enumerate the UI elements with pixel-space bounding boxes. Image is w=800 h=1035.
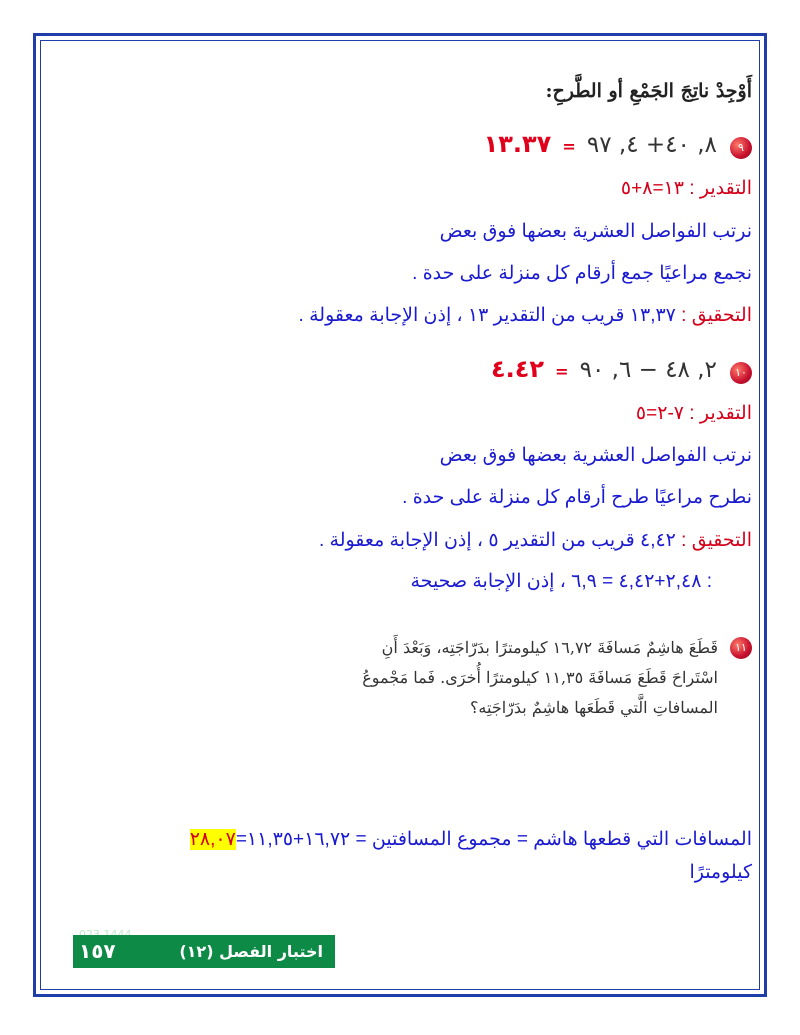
q1-estimate: [621, 177, 752, 200]
q1-check: [299, 304, 752, 327]
q2-estimate: [636, 402, 752, 425]
q2-step2: نطرح مراعيًا طرح أرقام كل منزلة على حدة .: [402, 487, 752, 508]
q1-expression: ٨, ٤٠+ ٤, ٩٧: [586, 132, 717, 158]
q2-number-badge: ١٠: [730, 362, 752, 384]
q1-check-text: ١٣,٣٧ قريب من التقدير ١٣ ، إذن الإجابة معقولة .: [298, 305, 676, 326]
q2-step1: نرتب الفواصل العشرية بعضها فوق بعض: [439, 445, 752, 466]
q1-estimate-label: التقدير :: [689, 178, 752, 199]
q2-verify: : ٢,٤٨+٤,٤٢ = ٦,٩ ، إذن الإجابة صحيحة: [410, 571, 712, 592]
q1-step1: نرتب الفواصل العشرية بعضها فوق بعض: [439, 221, 752, 242]
q1-estimate-value: ١٣=٨+٥: [620, 178, 684, 199]
footer-banner: [73, 935, 335, 968]
q2-equation: [491, 355, 752, 384]
q1-number-badge: ٩: [730, 137, 752, 159]
q3-answer-text: المسافات التي قطعها هاشم = مجموع المسافتين = ١٦,٧٢+١١,٣٥=: [235, 829, 752, 850]
page-number: ١٥٧: [79, 939, 116, 963]
q3-problem-block: [358, 633, 752, 723]
q3-problem-text: قَطَعَ هاشِمٌ مَسافَةَ ١٦,٧٢ كيلومترًا بدَرّاجَتِه، وَبَعْدَ أَنِ اسْتَراحَ قَطَعَ مَسافَةَ ١١,٣٥ كيلومترًا أُخرَى. فَما مَجْموعُ المسافاتِ الَّتي قَطَعَها هاشِمٌ بدَرّاجَتِه؟: [362, 638, 718, 717]
q1-equals-sign: =: [562, 137, 576, 156]
q2-check-text: ٤,٤٢ قريب من التقدير ٥ ، إذن الإجابة معقولة .: [318, 530, 676, 551]
q1-step2: نجمع مراعيًا جمع أرقام كل منزلة على حدة .: [412, 263, 752, 284]
q2-estimate-label: التقدير :: [689, 403, 752, 424]
q2-expression: ٢, ٤٨ − ٦, ٩٠: [579, 357, 717, 383]
q1-equation: [484, 130, 752, 159]
q3-answer-result: ٢٨,٠٧: [189, 829, 236, 850]
q2-estimate-value: ٧-٢=٥: [635, 403, 684, 424]
q2-equals-sign: =: [555, 362, 569, 381]
q1-result: ١٣.٣٧: [483, 130, 552, 158]
q2-check-label: التحقيق :: [681, 530, 752, 551]
section-heading: أَوْجِدْ ناتِجَ الجَمْعِ أو الطَّرحِ:: [545, 80, 752, 102]
q3-answer-unit: كيلومترًا: [689, 862, 752, 883]
q3-answer: [190, 828, 752, 851]
footer-title: اختبار الفصل (١٢): [179, 942, 323, 961]
q3-number-badge: ١١: [730, 637, 752, 659]
q1-check-label: التحقيق :: [681, 305, 752, 326]
q2-result: ٤.٤٢: [490, 355, 544, 383]
q2-check: [319, 529, 752, 552]
